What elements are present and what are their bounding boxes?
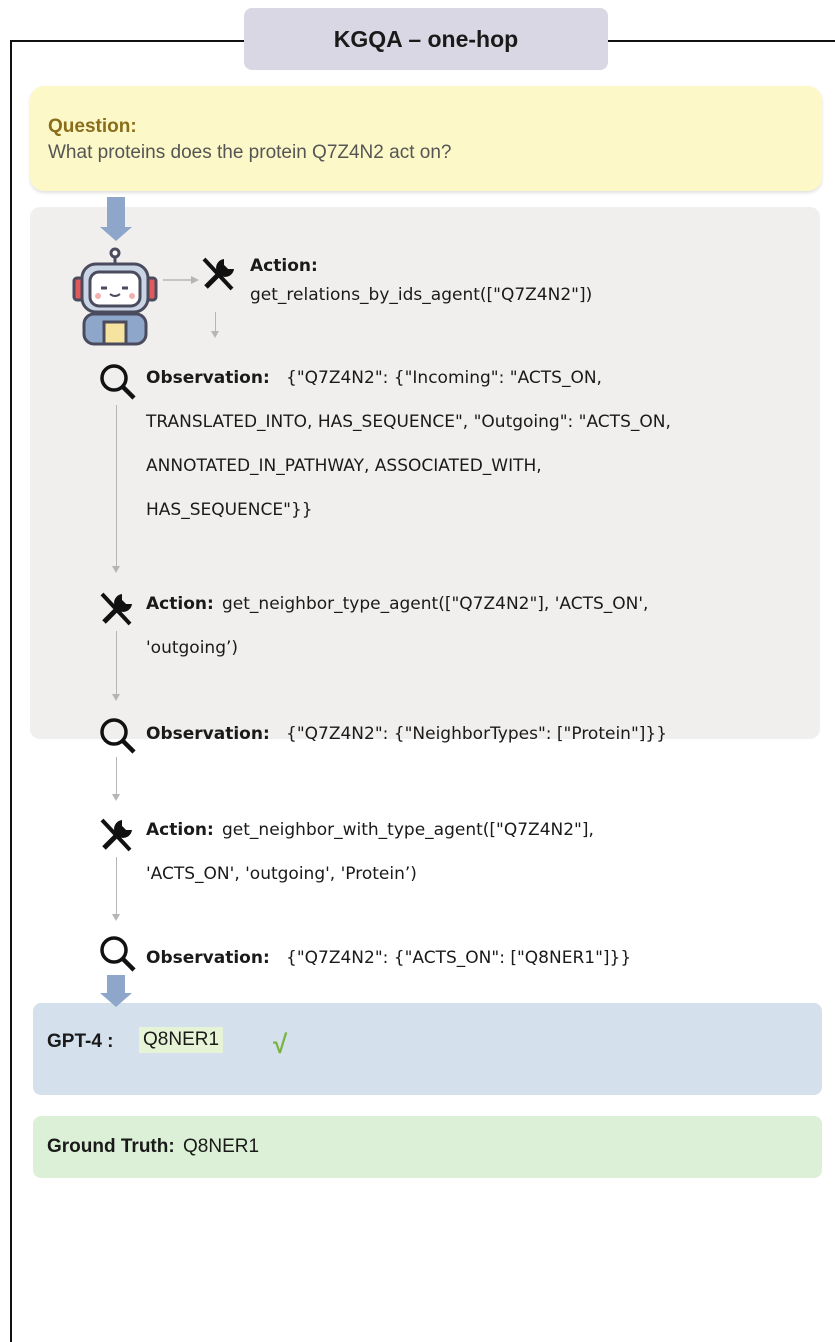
flow-arrow-top [107,197,125,227]
connector [116,857,117,915]
observation3-line1: {"Q7Z4N2": {"ACTS_ON": ["Q8NER1"]}} [286,948,632,968]
tool-icon [98,816,136,854]
page-title: KGQA – one-hop [244,8,608,70]
robot-icon [70,248,160,346]
connector-head [112,794,120,801]
action3-label: Action: [146,820,214,840]
flow-arrow-top-head [100,227,132,241]
observation1-line3: ANNOTATED_IN_PATHWAY, ASSOCIATED_WITH, [146,456,542,476]
action2-line2: 'outgoing’) [146,638,239,658]
search-icon [98,362,138,402]
action2-line1: get_neighbor_type_agent(["Q7Z4N2"], 'ACTS_ON', [222,594,649,614]
flow-arrow-bottom-head [100,993,132,1007]
observation1-label: Observation: [146,368,270,388]
action1-label: Action: [250,256,318,276]
tool-icon [200,255,238,293]
connector [215,312,216,332]
question-label: Question: [48,116,137,137]
observation1-line1: {"Q7Z4N2": {"Incoming": "ACTS_ON, [286,368,602,388]
action3-line2: 'ACTS_ON', 'outgoing', 'Protein’) [146,864,417,884]
connector-head [211,331,219,338]
check-icon: √ [273,1029,288,1059]
gpt-answer: Q8NER1 [139,1027,223,1053]
observation1-line2: TRANSLATED_INTO, HAS_SEQUENCE", "Outgoing": "ACTS_ON, [146,412,671,432]
gpt-answer-box [33,1003,822,1095]
search-icon [98,716,138,756]
ground-truth-answer: Q8NER1 [183,1136,260,1157]
connector-head [112,566,120,573]
search-icon [98,934,138,974]
arrow-robot-to-action [163,275,199,285]
tool-icon [98,590,136,628]
question-box [30,86,822,191]
action2-label: Action: [146,594,214,614]
connector [116,757,117,795]
flow-arrow-bottom [107,975,125,995]
gpt-label: GPT-4 : [47,1031,114,1052]
observation3-label: Observation: [146,948,270,968]
ground-truth-label: Ground Truth: [47,1136,175,1157]
ground-truth-box [33,1116,822,1178]
question-text: What proteins does the protein Q7Z4N2 act on? [48,142,452,163]
connector-head [112,694,120,701]
connector [116,631,117,695]
action3-line1: get_neighbor_with_type_agent(["Q7Z4N2"], [222,820,594,840]
connector-head [112,914,120,921]
observation2-label: Observation: [146,724,270,744]
observation1-line4: HAS_SEQUENCE"}} [146,500,313,520]
action1-code: get_relations_by_ids_agent(["Q7Z4N2"]) [250,285,593,305]
connector [116,405,117,567]
observation2-line1: {"Q7Z4N2": {"NeighborTypes": ["Protein"]}} [286,724,668,744]
